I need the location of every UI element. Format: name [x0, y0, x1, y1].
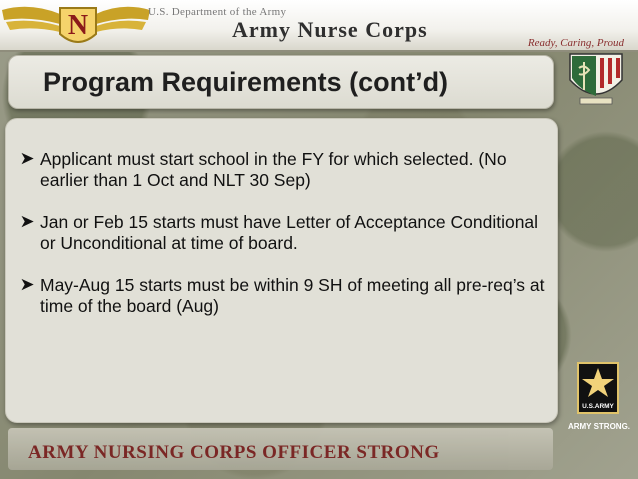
bullet-item	[16, 149, 549, 191]
arrowhead-bullet-icon	[16, 149, 40, 165]
army-strong-label: ARMY STRONG.	[567, 422, 631, 431]
content-panel	[5, 118, 558, 423]
slide-title: Program Requirements (cont’d)	[43, 66, 449, 97]
footer-bar	[8, 428, 553, 470]
header-subtitle: U.S. Department of the Army	[148, 6, 287, 18]
header-title: Army Nurse Corps	[232, 17, 428, 42]
army-logo-box	[577, 362, 619, 414]
army-strong-logo	[565, 362, 633, 440]
army-logo-small-label: U.S.ARMY	[582, 403, 614, 410]
arrowhead-bullet-icon	[16, 275, 40, 291]
header-banner	[0, 0, 638, 52]
arrowhead-bullet-icon	[16, 212, 40, 228]
header-tagline: Ready, Caring, Proud	[527, 37, 624, 49]
bullet-item	[16, 212, 549, 254]
logo-letter: N	[67, 10, 89, 41]
bullet-text: Applicant must start school in the FY for which selected. (No earlier than 1 Oct and NLT 30 Sep)	[40, 149, 507, 190]
slide-title-box	[8, 55, 554, 109]
army-star-icon	[579, 364, 617, 412]
nurse-corps-crest-icon	[566, 50, 626, 106]
footer-text: ARMY NURSING CORPS OFFICER STRONG	[28, 442, 440, 463]
bullet-text: Jan or Feb 15 starts must have Letter of Acceptance Conditional or Unconditional at time of board.	[40, 212, 539, 253]
eagle-logo-icon	[0, 0, 160, 52]
bullet-text: May-Aug 15 starts must be within 9 SH of meeting all pre-req’s at time of the board (Aug)	[40, 275, 545, 316]
bullet-item	[16, 275, 549, 317]
